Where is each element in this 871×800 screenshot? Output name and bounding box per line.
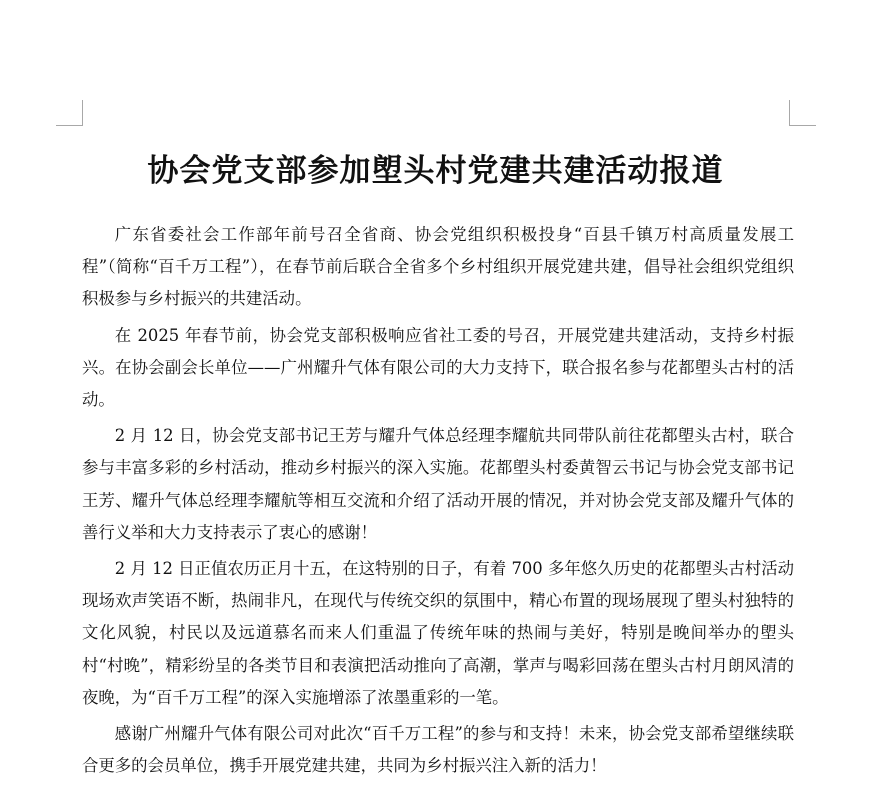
paragraph-2: 在 2025 年春节前，协会党支部积极响应省社工委的号召，开展党建共建活动，支持乡村振兴。在协会副会长单位——广州耀升气体有限公司的大力支持下，联合报名参与花都塱头古村的活动。 bbox=[82, 325, 794, 410]
paragraph-4: 2 月 12 日正值农历正月十五，在这特别的日子，有着 700 多年悠久历史的花都塱头古村活动现场欢声笑语不断，热闹非凡，在现代与传统交织的氛围中，精心布置的现场展现了塱头村独特的文化风貌，村民以及远道慕名而来人们重温了传统年味的热闹与美好，特别是晚间举办的塱头村“村晚”，精彩纷呈的各类节目和表演把活动推向了高潮，掌声与喝彩回荡在塱头古村月朗风清的夜晚，为“百千万工程”的深入实施增添了浓墨重彩的一笔。 bbox=[82, 559, 794, 707]
paragraph-3: 2 月 12 日，协会党支部书记王芳与耀升气体总经理李耀航共同带队前往花都塱头古村，联合参与丰富多彩的乡村活动，推动乡村振兴的深入实施。花都塱头村委黄智云书记与协会党支部书记王芳、耀升气体总经理李耀航等相互交流和介绍了活动开展的情况，并对协会党支部及耀升气体的善行义举和大力支持表示了衷心的感谢！ bbox=[82, 426, 794, 542]
paragraph-5: 感谢广州耀升气体有限公司对此次“百千万工程”的参与和支持！未来，协会党支部希望继续联合更多的会员单位，携手开展党建共建，共同为乡村振兴注入新的活力！ bbox=[82, 724, 794, 776]
crop-mark-top-right bbox=[789, 100, 816, 126]
crop-mark-top-left bbox=[56, 100, 83, 126]
paragraph-1: 广东省委社会工作部年前号召全省商、协会党组织积极投身“百县千镇万村高质量发展工程”（简称“百千万工程”），在春节前后联合全省多个乡村组织开展党建共建，倡导社会组织党组织积极参与乡村振兴的共建活动。 bbox=[82, 225, 794, 309]
document-title: 协会党支部参加塱头村党建共建活动报道 bbox=[147, 153, 724, 189]
document-body bbox=[82, 219, 794, 786]
